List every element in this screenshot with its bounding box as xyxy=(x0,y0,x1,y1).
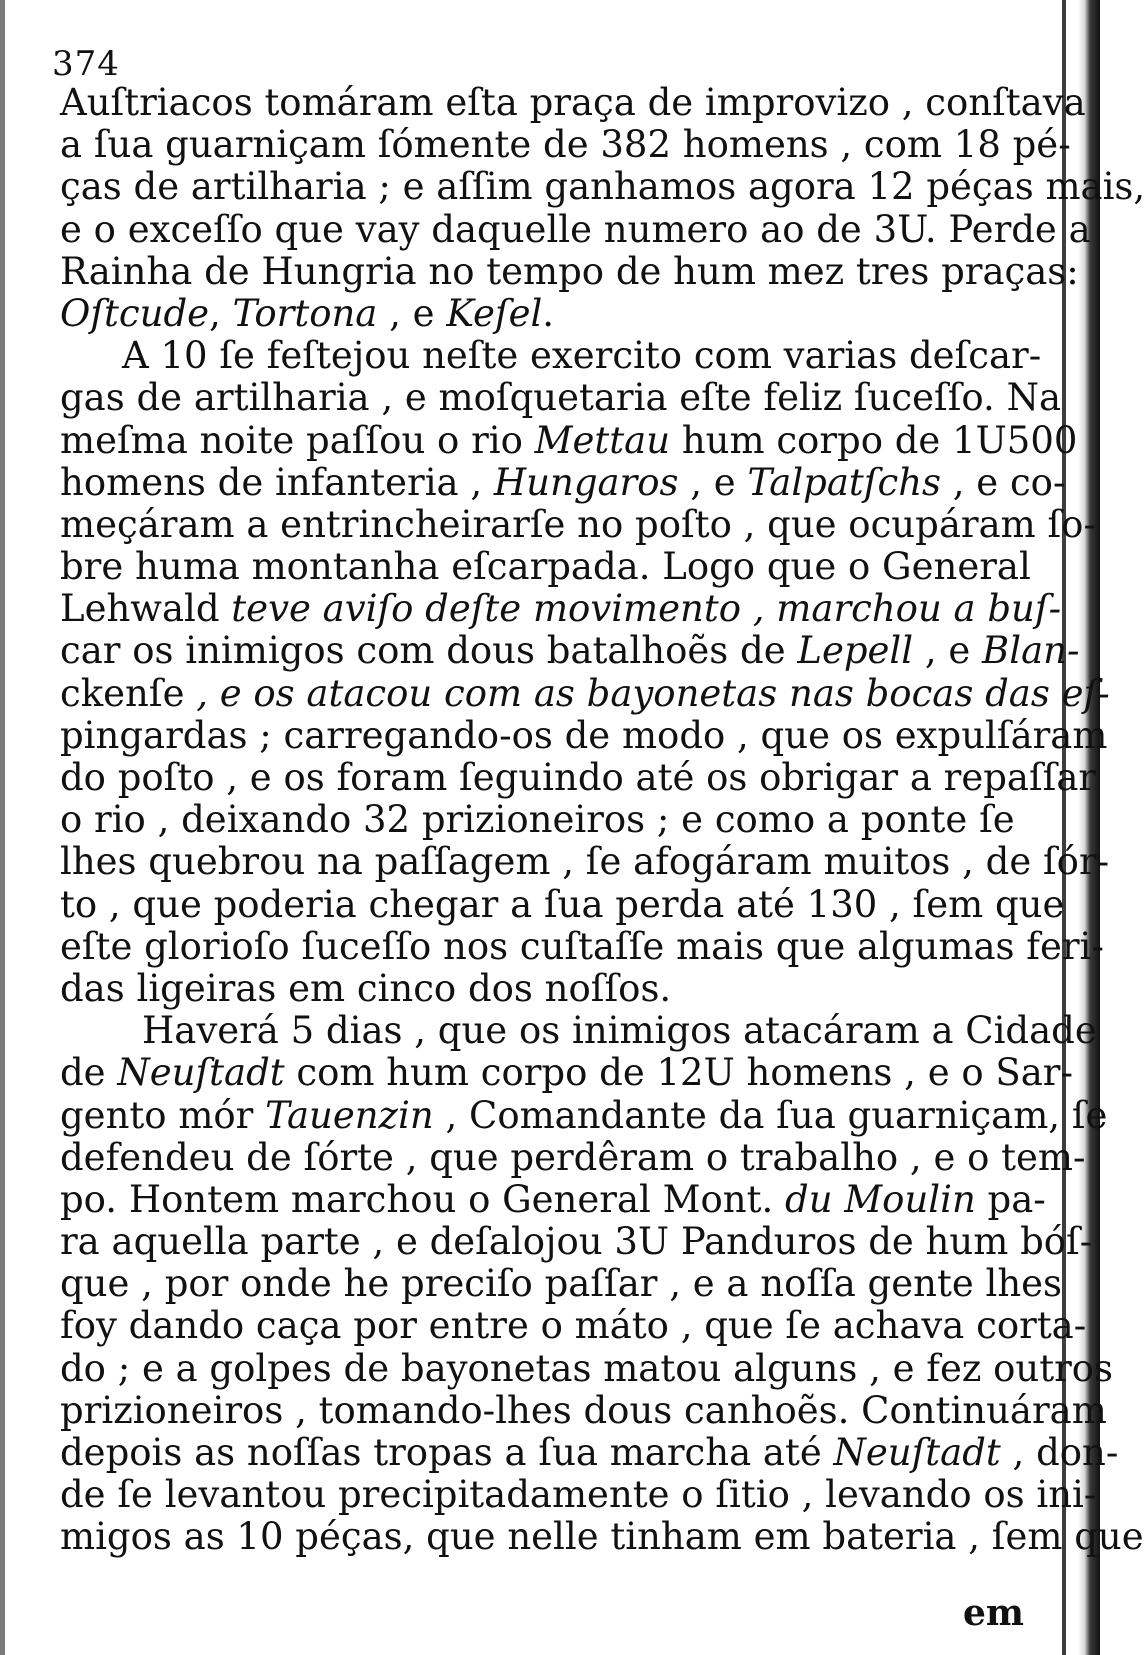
text-line xyxy=(60,1304,1087,1348)
text-line xyxy=(60,207,1091,251)
text-line xyxy=(60,1220,1093,1264)
text-segment: de xyxy=(60,1051,118,1095)
text-line xyxy=(60,502,1096,546)
text-line xyxy=(60,798,1015,842)
text-line xyxy=(60,165,1145,209)
text-line xyxy=(60,1177,1046,1221)
italic-name: Tauenzin xyxy=(265,1093,434,1137)
text-segment: ças de artilharia ; e aſſim ganhamos agora 12 péças mais, xyxy=(60,165,1145,209)
text-segment: po. Hontem marchou o General Mont. xyxy=(60,1177,786,1221)
text-line xyxy=(60,123,1071,167)
text-line xyxy=(60,840,1110,884)
text-segment: , don- xyxy=(1000,1431,1119,1474)
text-line xyxy=(60,460,1066,504)
italic-name: Lepell xyxy=(797,629,914,673)
italic-name: Oſtcude xyxy=(60,291,210,335)
text-segment: gas de artilharia , e moſquetaria eſte feliz ſuceſſo. Na xyxy=(60,376,1062,420)
text-line xyxy=(60,293,1010,335)
text-segment: o rio , deixando 32 prizioneiros ; e como a ponte ſe xyxy=(60,798,1015,842)
text-segment: depois as noſſas tropas a ſua marcha até xyxy=(60,1431,834,1474)
text-line xyxy=(60,1388,1107,1432)
body-text xyxy=(60,81,1145,1559)
text-line xyxy=(60,1346,1114,1390)
text-line xyxy=(60,1009,1097,1053)
text-segment: migos as 10 péças, que nelle tinham em bateria , ſem que xyxy=(60,1515,1144,1559)
text-segment: , e xyxy=(377,291,447,335)
text-line xyxy=(60,1093,1108,1137)
text-segment: . xyxy=(542,291,555,335)
text-line xyxy=(60,545,1031,589)
text-line xyxy=(60,713,1108,757)
text-segment: das ligeiras em cinco dos noſſos. xyxy=(60,966,672,1010)
text-segment: pa- xyxy=(975,1177,1046,1221)
text-line xyxy=(60,1515,1144,1559)
text-line xyxy=(60,1431,1119,1474)
italic-name: Keſel xyxy=(446,291,543,335)
text-segment: , e co- xyxy=(941,460,1066,504)
text-segment: bre huma montanha eſcarpada. Logo que o General xyxy=(60,545,1031,589)
text-line xyxy=(60,587,1062,631)
italic-name: , e os atacou com as bayonetas nas bocas das eſ- xyxy=(184,671,1110,715)
text-segment: do ; e a golpes de bayonetas matou alguns , e fez outros xyxy=(60,1346,1114,1390)
text-line xyxy=(60,1135,1086,1179)
italic-name: Talpatſchs xyxy=(747,460,942,504)
text-segment: hum corpo de 1U500 xyxy=(670,418,1078,462)
text-segment: Haverá 5 dias , que os inimigos atacáram a Cidade xyxy=(142,1009,1097,1053)
page-number: 374 xyxy=(52,44,120,84)
text-segment: eſte glorioſo ſuceſſo nos cuſtaſſe mais que algumas feri- xyxy=(60,924,1104,968)
text-segment: meçáram a entrincheirarſe no poſto , que ocupáram ſo- xyxy=(60,502,1096,546)
text-segment: gento mór xyxy=(60,1093,266,1137)
text-line xyxy=(60,1473,1097,1517)
text-line xyxy=(60,882,1065,926)
text-line xyxy=(60,334,1042,378)
text-segment: prizioneiros , tomando-lhes dous canhoẽs. Continuáram xyxy=(60,1388,1107,1432)
text-segment: do poſto , e os foram ſeguindo até os obrigar a repaſſar xyxy=(60,756,1097,799)
italic-name: teve aviſo deſte movimento , marchou a buſ- xyxy=(219,587,1062,631)
text-segment: car os inimigos com dous batalhoẽs de xyxy=(60,629,798,673)
text-segment: ckenſe xyxy=(60,671,185,715)
text-line xyxy=(60,249,1079,293)
text-segment: homens de infanteria , xyxy=(60,460,494,504)
text-segment: de ſe levantou precipitadamente o ſitio , levando os ini- xyxy=(60,1473,1097,1517)
italic-name: Neuſtadt xyxy=(833,1431,1001,1474)
text-segment: pingardas ; carregando-os de modo , que os expulſáram xyxy=(60,713,1108,757)
scan-left-edge xyxy=(0,0,5,1655)
catchword: em xyxy=(963,1592,1024,1634)
text-segment: a ſua guarniçam ſómente de 382 homens , com 18 pé- xyxy=(60,123,1071,167)
text-line xyxy=(60,629,1080,673)
italic-name: Hungaros xyxy=(493,460,679,504)
text-segment: ra aquella parte , e deſalojou 3U Panduros de hum bóſ- xyxy=(60,1220,1093,1264)
text-segment: com hum corpo de 12U homens , e o Sar- xyxy=(284,1051,1073,1095)
text-line xyxy=(60,924,1104,968)
text-line xyxy=(60,376,1062,420)
text-line xyxy=(60,1051,1073,1095)
text-line xyxy=(60,81,1086,124)
italic-name: Neuſtadt xyxy=(117,1051,285,1095)
text-segment: , e xyxy=(913,629,983,673)
text-segment: meſma noite paſſou o rio xyxy=(60,418,535,462)
italic-name: du Moulin xyxy=(785,1177,976,1221)
text-segment: e o exceſſo que vay daquelle numero ao de 3U. Perde a xyxy=(60,207,1091,251)
text-segment: , xyxy=(209,291,233,335)
text-line xyxy=(60,756,1097,799)
text-segment: lhes quebrou na paſſagem , ſe afogáram muitos , de ſór- xyxy=(60,840,1110,884)
text-segment: Auſtriacos tomáram eſta praça de improvizo , conſtava xyxy=(60,81,1086,124)
text-segment: foy dando caça por entre o máto , que ſe achava corta- xyxy=(60,1304,1087,1348)
italic-name: Blan- xyxy=(982,629,1080,673)
text-line xyxy=(60,671,1110,715)
text-segment: , Comandante da ſua guarniçam, ſe xyxy=(433,1093,1108,1137)
text-segment: Rainha de Hungria no tempo de hum mez tres praças: xyxy=(60,249,1079,293)
text-line xyxy=(60,1262,1063,1306)
text-segment: Lehwald xyxy=(60,587,220,631)
text-segment: A 10 ſe feſtejou neſte exercito com varias deſcar- xyxy=(122,334,1042,378)
text-segment: defendeu de ſórte , que perdêram o trabalho , e o tem- xyxy=(60,1135,1086,1179)
italic-name: Mettau xyxy=(534,418,671,462)
italic-name: Tortona xyxy=(232,291,378,335)
text-segment: que , por onde he preciſo paſſar , e a noſſa gente lhes xyxy=(60,1262,1063,1306)
text-segment: to , que poderia chegar a ſua perda até 130 , ſem que xyxy=(60,882,1065,926)
text-segment: , e xyxy=(678,460,748,504)
text-line xyxy=(60,418,1078,462)
text-line xyxy=(60,968,1010,1010)
